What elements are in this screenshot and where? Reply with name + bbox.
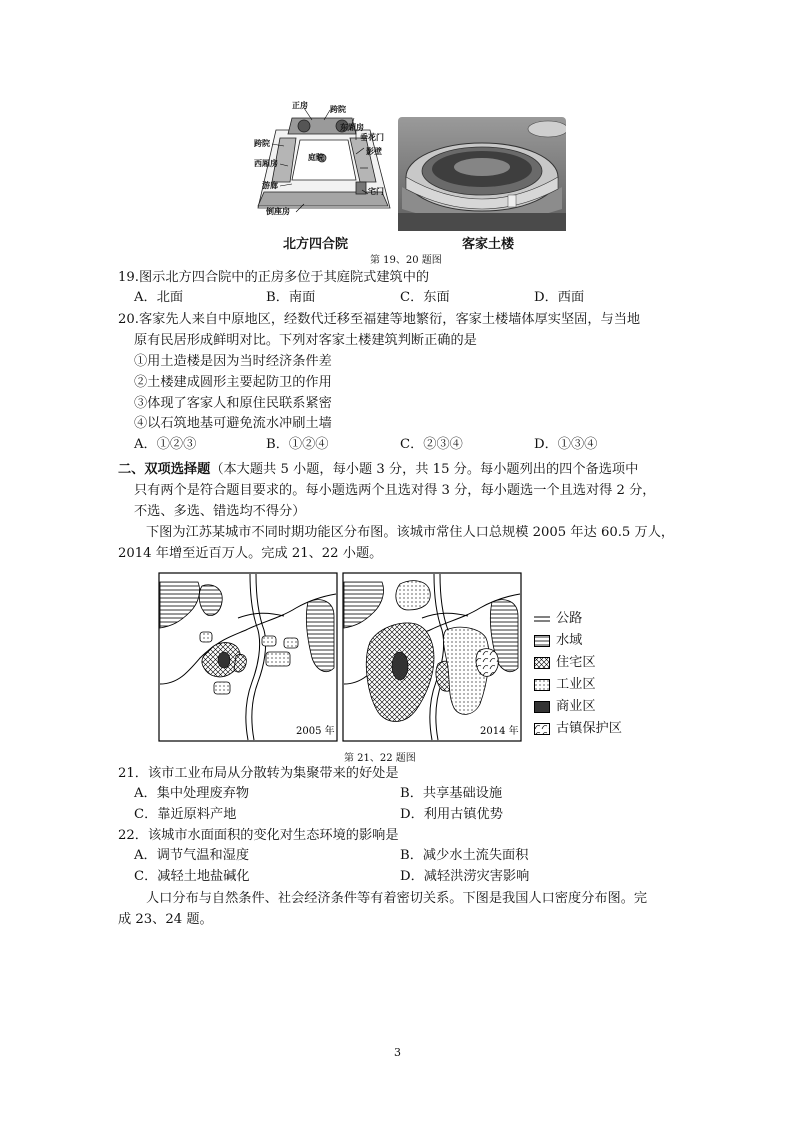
legend-label-road: 公路 [556,611,583,626]
legend-label-ancient-town: 古镇保护区 [556,721,622,736]
label-chuihuamen: 垂花门 [360,132,384,142]
section2-heading-line [118,460,638,480]
label-kuayuan-top: 跨院 [330,104,346,114]
legend-item-commercial [534,696,654,718]
intro-21-22-line2: 2014 年增至近百万人。完成 21、22 小题。 [118,546,383,561]
legend-item-water [534,630,654,652]
q20-statement-4: ④以石筑地基可避免流水冲刷土墙 [134,416,332,431]
map-2014-year: 2014 年 [480,726,519,737]
label-xixiangfang: 西厢房 [254,158,278,168]
q20-statement-3: ③体现了客家人和原住民联系紧密 [134,396,332,411]
tulou-title: 客家土楼 [462,237,515,252]
q22-option-b: B．减少水土流失面积 [400,848,529,863]
city-maps [158,572,528,744]
q21-option-d: D．利用古镇优势 [400,807,503,822]
label-yingbi: 影壁 [366,146,382,156]
intro-21-22-line1: 下图为江苏某城市不同时期功能区分布图。该城市常住人口总规模 2005 年达 60.5 万人， [146,525,675,540]
q21-stem: 21．该市工业布局从分散转为集聚带来的好处是 [118,766,399,781]
section2-note-line1: （本大题共 5 小题，每小题 3 分，共 15 分。每小题列出的四个备选项中 [210,462,639,477]
q20-stem-line1: 20.客家先人来自中原地区，经数代迁移至福建等地繁衍，客家土楼墙体厚实坚固，与当地 [118,312,641,327]
fig1-caption: 第 19、20 题图 [370,255,442,266]
legend-label-industrial: 工业区 [556,677,596,692]
label-tingyuan: 庭院 [308,152,324,162]
map-2005-year: 2005 年 [296,726,335,737]
map-2014 [343,573,521,741]
siheyuan-title: 北方四合院 [283,237,349,252]
section2-note-line2: 只有两个是符合题目要求的。每小题选两个且选对得 3 分，每小题选一个且选对得 2 分， [134,483,656,498]
q20-statement-2: ②土楼建成圆形主要起防卫的作用 [134,375,332,390]
label-youlang: 游廊 [262,180,278,190]
intro-23-24-line1: 人口分布与自然条件、社会经济条件等有着密切关系。下图是我国人口密度分布图。完 [146,891,648,906]
legend-label-residential: 住宅区 [556,655,596,670]
q19-option-a: A．北面 [134,290,184,305]
q22-option-c: C．减轻土地盐碱化 [134,869,250,884]
legend-item-industrial [534,674,654,696]
q20-stem-line2: 原有民居形成鲜明对比。下列对客家土楼建筑判断正确的是 [134,333,477,348]
legend-label-water: 水域 [556,633,583,648]
label-zhaimen: 宅门 [368,186,384,196]
legend-item-ancient-town [534,718,654,740]
map-2005 [159,573,337,741]
q22-option-a: A．调节气温和湿度 [134,848,250,863]
legend-item-residential [534,652,654,674]
legend-item-road [534,608,654,630]
q22-stem: 22．该城市水面面积的变化对生态环境的影响是 [118,828,399,843]
label-kuayuan-left: 跨院 [254,138,270,148]
section2-note-line3: 不选、多选、错选均不得分） [134,504,306,519]
label-dongxiangfang: 东厢房 [340,122,364,132]
q19-option-c: C．东面 [400,290,450,305]
q19-option-d: D．西面 [534,290,585,305]
intro-23-24-line2: 成 23、24 题。 [118,912,213,927]
q20-option-d: D．①③④ [534,437,598,452]
q21-option-a: A．集中处理废弃物 [134,786,250,801]
q19-option-b: B．南面 [266,290,316,305]
section2-heading: 二、双项选择题 [118,462,211,477]
map-legend [534,608,654,740]
q20-option-a: A．①②③ [134,437,197,452]
q21-option-b: B．共享基础设施 [400,786,503,801]
siheyuan-figure [252,96,394,228]
label-zhengfang: 正房 [292,100,308,110]
q20-option-c: C．②③④ [400,437,463,452]
q20-option-b: B．①②④ [266,437,329,452]
q19-stem: 19.图示北方四合院中的正房多位于其庭院式建筑中的 [118,270,430,285]
page-number: 3 [394,1046,401,1059]
fig2-caption: 第 21、22 题图 [344,753,416,764]
tulou-photo [398,117,566,231]
q21-option-c: C．靠近原料产地 [134,807,237,822]
q22-option-d: D．减轻洪涝灾害影响 [400,869,530,884]
q20-statement-1: ①用土造楼是因为当时经济条件差 [134,354,332,369]
legend-label-commercial: 商业区 [556,699,596,714]
label-daozuofang: 倒座房 [266,206,290,216]
